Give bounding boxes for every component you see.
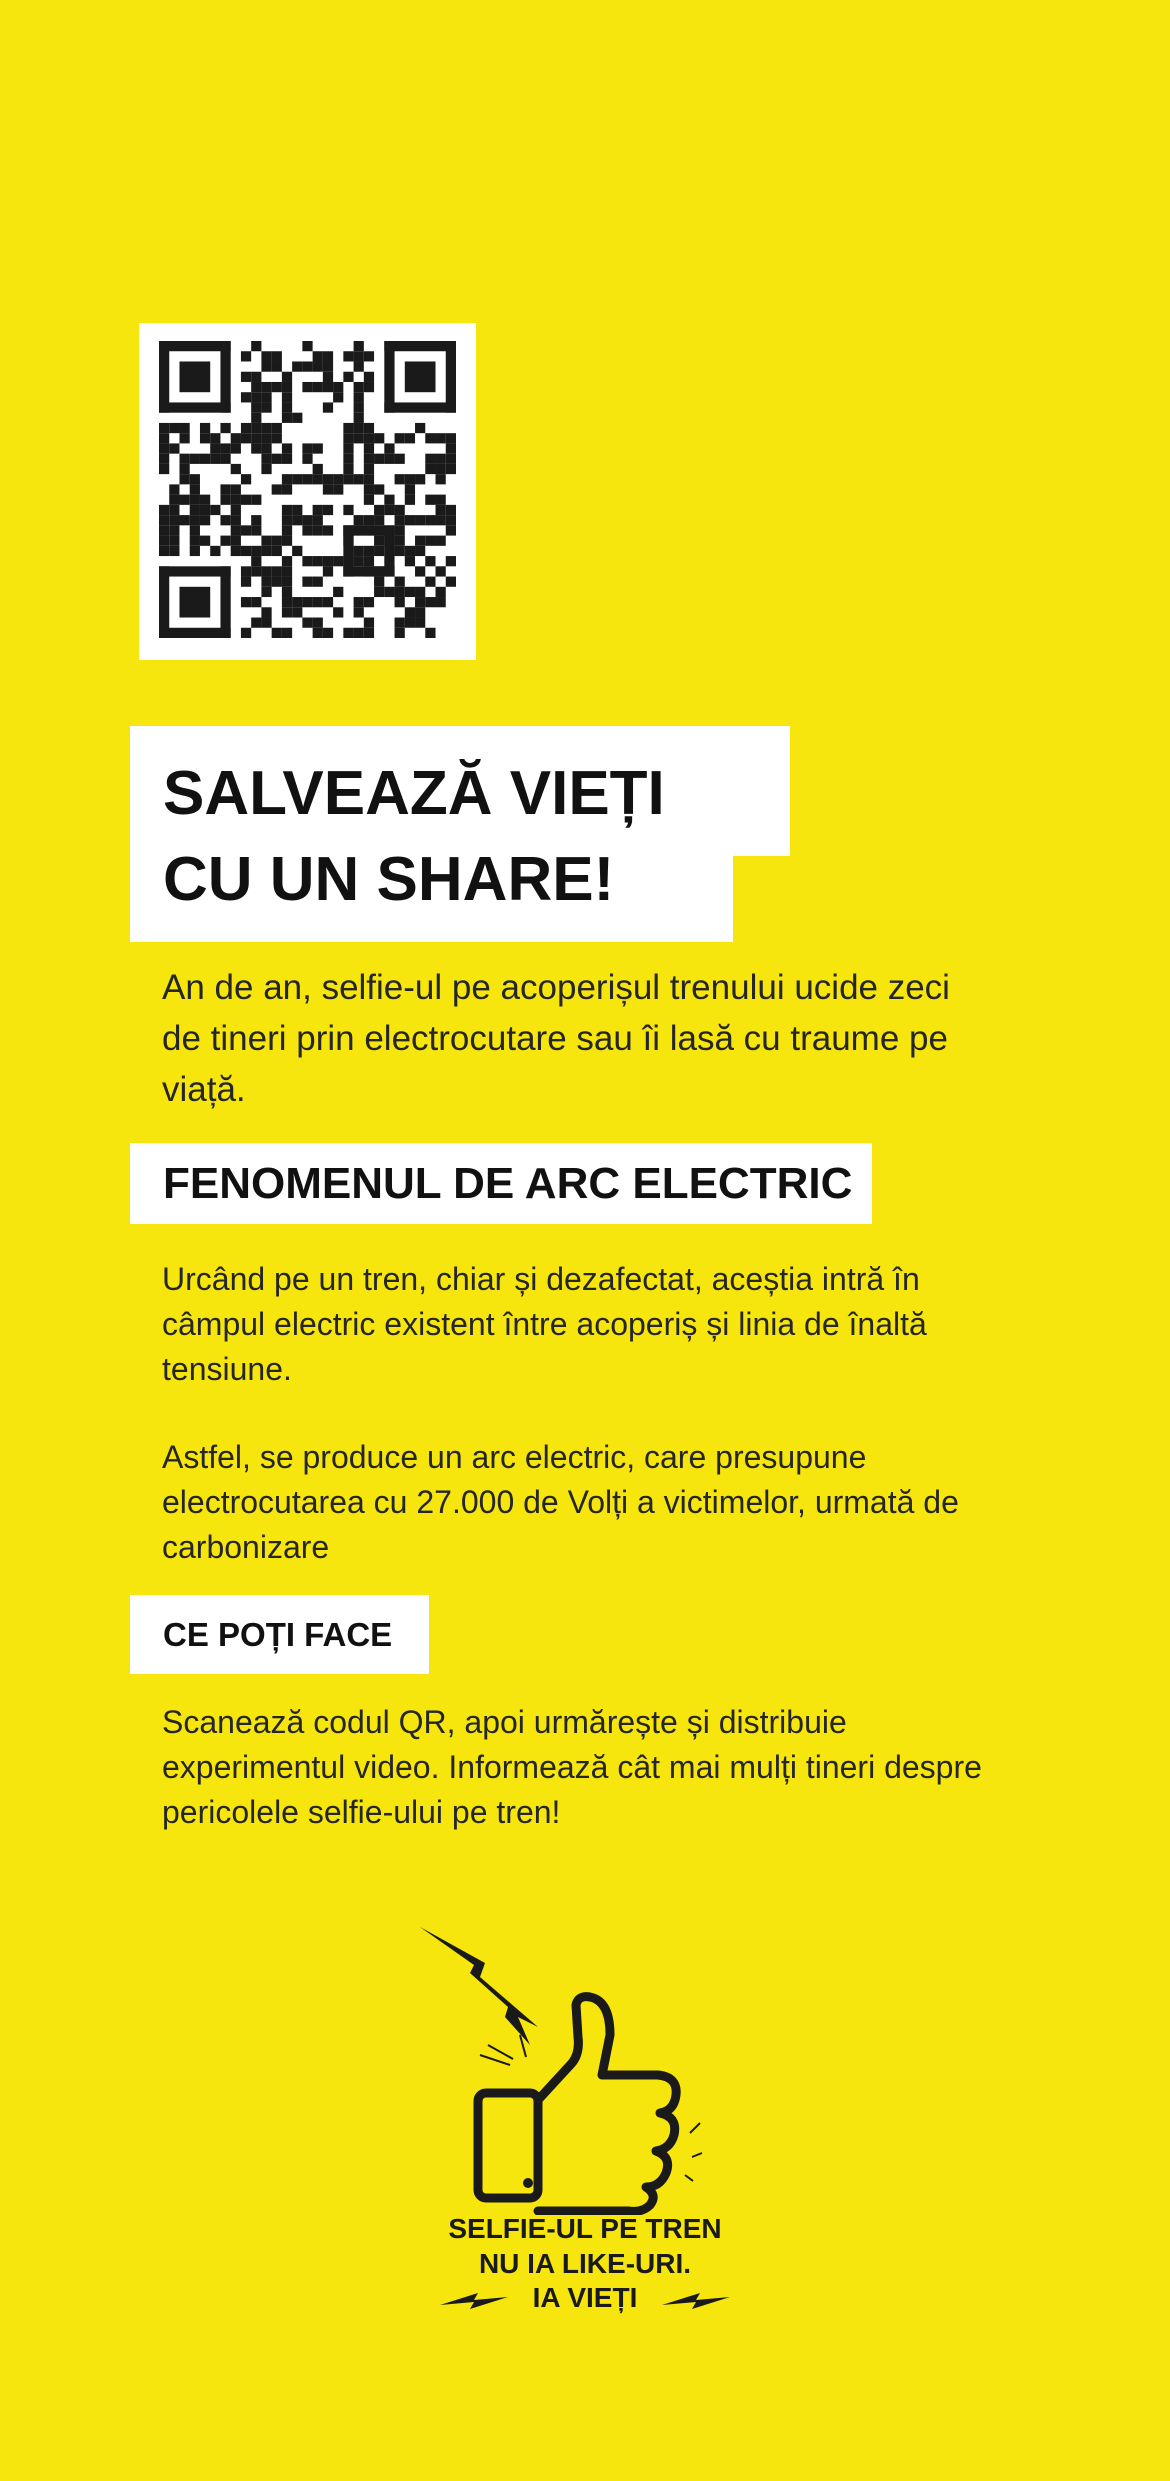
thumbs-up-lightning-icon <box>410 1925 760 2215</box>
section-title-action: CE POȚI FACE <box>130 1595 429 1674</box>
headline <box>130 726 790 942</box>
logo-text-line-2: NU IA LIKE-URI. <box>478 2248 692 2279</box>
intro-text: An de an, selfie-ul pe acoperișul trenului ucide zeci de tineri prin electrocutare sau îi lasă cu traume pe viață. <box>162 968 950 1109</box>
logo-text-line-1: SELFIE-UL PE TREN <box>448 2213 722 2244</box>
action-paragraph: Scanează codul QR, apoi urmărește și distribuie experimentul video. Informează cât mai mulți tineri despre pericolele selfie-ului pe tren! <box>162 1704 982 1830</box>
headline-line-2: CU UN SHARE! <box>163 845 615 914</box>
logo-text-line-3: IA VIEȚI <box>532 2282 638 2313</box>
lightning-left-icon <box>440 2291 510 2311</box>
qr-code-icon <box>159 341 456 638</box>
campaign-logo <box>410 1925 760 2325</box>
headline-line-1: SALVEAZĂ VIEȚI <box>163 759 665 828</box>
qr-code[interactable] <box>139 323 476 660</box>
section-title-arc: FENOMENUL DE ARC ELECTRIC <box>130 1143 872 1224</box>
arc-paragraph-1: Urcând pe un tren, chiar și dezafectat, aceștia intră în câmpul electric existent între acoperiș și linia de înaltă tensiune. <box>162 1261 927 1387</box>
lightning-right-icon <box>662 2291 732 2311</box>
arc-paragraph-2: Astfel, se produce un arc electric, care presupune electrocutarea cu 27.000 de Volți a victimelor, urmată de carbonizare <box>162 1439 959 1565</box>
